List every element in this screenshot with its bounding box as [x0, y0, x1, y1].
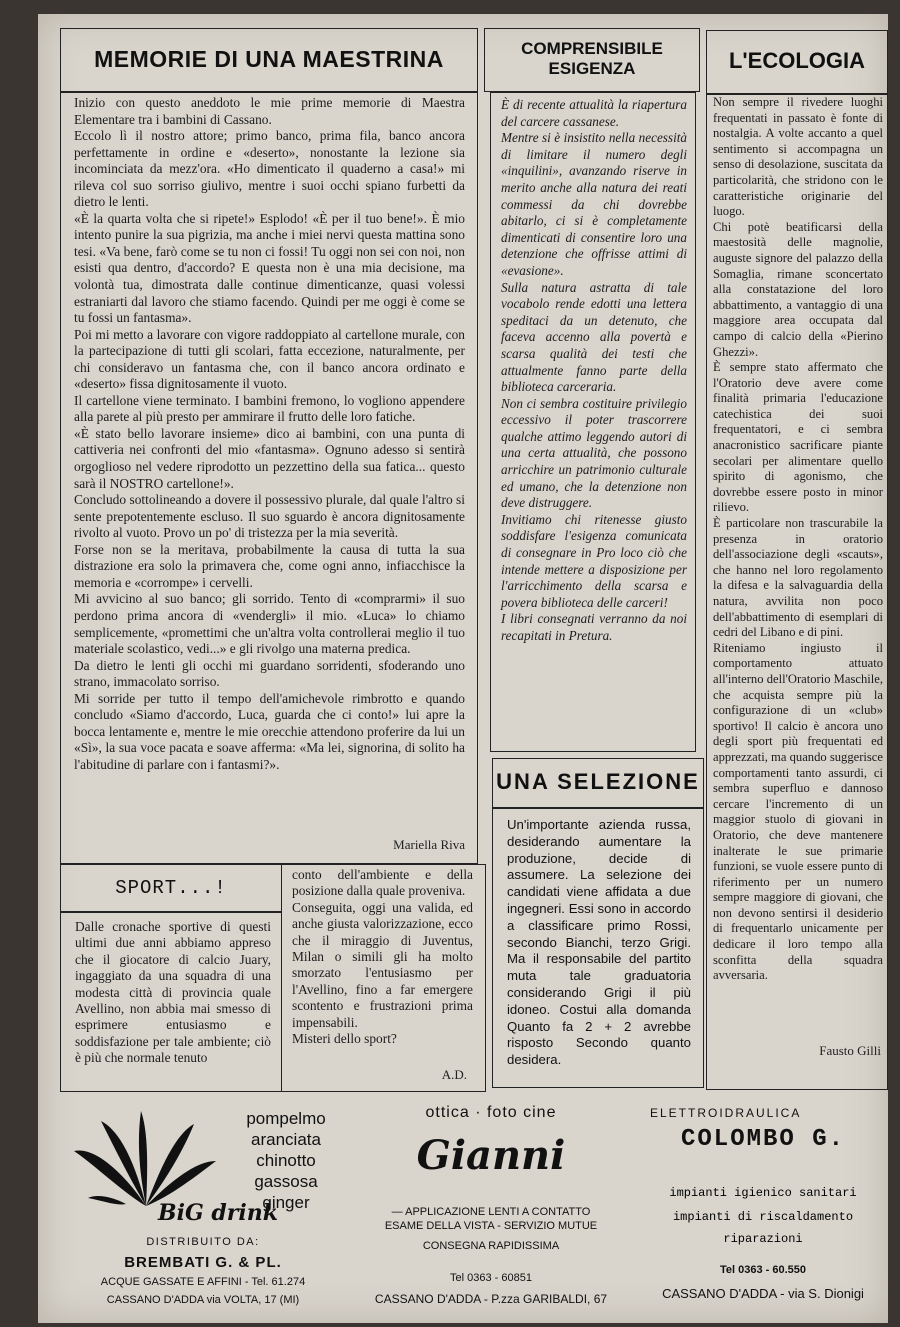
- selezione-article: [492, 808, 704, 1088]
- sport-col1: [60, 912, 282, 1092]
- ecologia-article: [706, 94, 888, 1090]
- paragraph: È sempre stato affermato che l'Oratorio deve avere come finalità primaria l'educazione catechistica dei suoi frequentatori, e ci sembra anacronistico sacrificare piante secolari per alimentare quello spirito di agonismo, che dovrebbe essere posto in minor rilievo.: [713, 360, 883, 515]
- gianni-line3: CONSEGNA RAPIDISSIMA: [422, 1240, 560, 1252]
- paragraph: Invitiamo chi ritenesse giusto soddisfare l'esigenza comunicata di consegnare in Pro loco ciò che intende mettere a disposizione per l'arricchimento della scarsa e povera biblioteca delle carceri!: [501, 511, 687, 610]
- paragraph: Mi avvicino al suo banco; gli sorrido. Tento di «comprarmi» il suo perdono prima ancora di «vendergli» il mio. «Luca» lo chiamo semplicemente, «promettimi che un'altra volta controllerai meglio il tuo materiale scolastico, vedi...» e gli rivolgo una materna predica.: [74, 591, 465, 657]
- paragraph: conto dell'ambiente e della posizione dalla quale proveniva.: [292, 867, 473, 899]
- colombo-tel: Tel 0363 - 60.550: [719, 1264, 807, 1276]
- comprensibile-article: [490, 92, 696, 752]
- selezione-title: UNA SELEZIONE: [496, 769, 700, 794]
- selezione-title-box: [492, 758, 704, 808]
- paragraph: Chi potè beatificarsi della maestosità delle magnolie, auguste signore del palazzo della Somaglia, rimane sconcertato alla constatazione del loro abbattimento, a vantaggio di una maggiore area occupata dal campo di calcio della «Pierino Ghezzi».: [713, 219, 883, 359]
- paragraph: Mentre si è insistito nella necessità di limitare il numero degli «inquilini», avanzando riserve in merito anche alla natura dei reati commessi da chi dovrebbe abitarlo, ci si è completamente dimenticati di consentire loro una detenzione che offrisse attimi di «evasione».: [501, 130, 687, 278]
- memorie-body: [74, 93, 465, 773]
- paragraph: Conseguita, oggi una valida, ed anche giusta valorizzazione, ecco che il miraggio di Juventus, Milan o simili gli ha molto smorzato l'entusiasmo per l'Avellino, fino a far emergere scontento e frustrazioni prima impensabili.: [292, 899, 473, 1030]
- paragraph: Misteri dello sport?: [292, 1031, 397, 1047]
- product-name: aranciata: [251, 1130, 321, 1149]
- sport-text-col2: [292, 867, 473, 1047]
- sport-col2: [282, 864, 486, 1092]
- gianni-tel: Tel 0363 - 60851: [450, 1272, 532, 1284]
- paragraph: È di recente attualità la riapertura del carcere cassanese.: [501, 97, 687, 129]
- paragraph: «È la quarta volta che si ripete!» Esplodo! «È per il tuo bene!». È mio intento punire la sua pigrizia, ma anche i miei nervi questa mattina sono tesi. «Va bene, farò come se tu non ci fossi! Tu oggi non sei con noi, non esisti qua dentro, d'accordo? E questa non è una mia decisione, ma volontà tua, dimostrata dalle continue dimenticanze, quasi volessi estraniarti dal lavoro che stiamo facendo. Quindi per me oggi è come se tu fossi un fantasma».: [74, 210, 465, 326]
- gianni-line1: — APPLICAZIONE LENTI A CONTATTO: [391, 1206, 591, 1218]
- ad-gianni: [348, 1094, 634, 1316]
- sport-signature: A.D.: [441, 1067, 467, 1082]
- product-name: chinotto: [256, 1151, 316, 1170]
- ecologia-title: L'ECOLOGIA: [728, 48, 865, 73]
- paragraph: I libri consegnati verranno da noi recapitati in Pretura.: [501, 611, 687, 643]
- bigdrink-line1: ACQUE GASSATE E AFFINI - Tel. 61.274: [100, 1276, 306, 1288]
- colombo-name: COLOMBO G.: [680, 1126, 846, 1153]
- paragraph: Mi sorride per tutto il tempo dell'amichevole rimbrotto e quando concludo «Siamo d'accordo, Luca, guarda che ci conto!» lui apre la bocca lentamente e, mentre le mie orecchie attendono proferire da lui un «Sì», la sua voce pacata e soave afferma: «Ma lei, signorina, di solito ha l'abitudine di parlare con i fantasmi?».: [74, 690, 465, 772]
- gianni-header: ottica · foto cine: [425, 1104, 557, 1121]
- paragraph: Riteniamo ingiusto il comportamento attuato all'interno dell'Oratorio Maschile, che acquista sempre più la configurazione di un «club» sportivo! Il calcio è ancora uno degli sport più frequentati ed apprezzati, ma quando suggerisce comportamenti tanto assurdi, ci sembra superfluo e dannoso cercare l'incremento di un maggior stuolo di giovani in Oratorio, che deve mantenere inalterate le sue primarie funzioni, se vuole essere punto di riferimento per un numero sempre maggiore di giovani, che non devono sentirsi il desiderio di frequentarlo unicamente per dedicare il loro tempo alla sconfitta della squadra avversaria.: [713, 640, 883, 983]
- gianni-address: CASSANO D'ADDA - P.zza GARIBALDI, 67: [374, 1292, 608, 1306]
- paragraph: Sulla natura astratta di tale vocabolo rende edotti una lettera speditaci da un detenuto, che faceva accenno alla povertà e scarsa qualità dei testi che attualmente fanno parte della biblioteca carceraria.: [501, 279, 687, 395]
- paragraph: Eccolo lì il nostro attore; primo banco, prima fila, banco ancora perfettamente in ordine e «deserto», nonostante la lezione sia incominciata da mezz'ora. «Ho dimenticato il quaderno a casa!» mi rileva col suo sorriso giulivo, mentre i suoi occhi spiano furbetti da dietro le lenti.: [74, 128, 465, 210]
- ad-bigdrink: [60, 1094, 346, 1316]
- colombo-address: CASSANO D'ADDA - via S. Dionigi: [662, 1286, 864, 1301]
- colombo-line1: impianti igienico sanitari: [669, 1186, 857, 1200]
- memorie-article: [60, 92, 478, 864]
- sport-title-box: [60, 864, 282, 912]
- comprensibile-title-box: [484, 28, 700, 92]
- memorie-title: MEMORIE DI UNA MAESTRINA: [94, 46, 444, 72]
- memorie-title-box: [60, 28, 478, 92]
- paragraph: Concludo sottolineando a dovere il possessivo plurale, dal quale l'altro si sente prepotentemente escluso. Il suo sguardo è ancora dignitosamente rivolto al vuoto. Provo un po' di tristezza per la mia severità.: [74, 492, 465, 541]
- paragraph: «È stato bello lavorare insieme» dico ai bambini, con una punta di cattiveria nei confronti del mio «fantasma». Ognuno adesso si sentirà orgoglioso nel vedere riprodotto un pezzettino della sua fatica... questo sarà il NOSTRO cartellone!».: [74, 425, 465, 491]
- product-name: ginger: [262, 1193, 310, 1212]
- paragraph: Non sempre il rivedere luoghi frequentati in passato è fonte di nostalgia. A volte accanto a quel sentimento si accompagna un senso di desolazione, suscitata da particolarità, che stridono con le caratteristiche originarie del luogo.: [713, 95, 883, 219]
- sport-text-col1: Dalle cronache sportive di questi ultimi due anni abbiamo appreso che il giocatore di calcio Juary, ingaggiato da una squadra di una modesta città di provincia quale Avellino, non abbia mai smesso di esprimere entusiasmo e soddisfazione per tale ambiente; ciò è più che normale tenuto: [75, 919, 271, 1066]
- comprensibile-title-line1: COMPRENSIBILE: [521, 39, 663, 58]
- comprensibile-body: [501, 97, 687, 645]
- product-name: gassosa: [254, 1172, 318, 1191]
- bigdrink-distribuito: DISTRIBUITO DA:: [146, 1236, 260, 1248]
- ecologia-body: [713, 95, 883, 984]
- memorie-signature: Mariella Riva: [393, 837, 465, 852]
- bigdrink-products: [232, 1108, 340, 1213]
- paragraph: Il cartellone viene terminato. I bambini fremono, lo vogliono appendere alla parete al più presto per ammirare il frutto delle loro fatiche.: [74, 392, 465, 425]
- ad-colombo: [638, 1094, 888, 1316]
- colombo-line2: impianti di riscaldamento: [672, 1210, 854, 1224]
- paragraph: Da dietro le lenti gli occhi mi guardano sorridenti, sfoderando uno strano, immacolato sorriso.: [74, 657, 465, 690]
- colombo-header: ELETTROIDRAULICA: [650, 1106, 802, 1120]
- comprensibile-title-line2: ESIGENZA: [548, 59, 636, 78]
- gianni-logo: Gianni: [416, 1132, 566, 1179]
- bigdrink-logo: BiG drink: [158, 1200, 278, 1226]
- paragraph: Forse non se la meritava, probabilmente la causa di tutta la sua distrazione era solo la primavera che, come ogni anno, infiacchisce la memoria e «corrompe» i cervelli.: [74, 541, 465, 590]
- ecologia-signature: Fausto Gilli: [819, 1043, 881, 1058]
- bigdrink-line2: CASSANO D'ADDA via VOLTA, 17 (MI): [106, 1294, 300, 1306]
- gianni-line2: ESAME DELLA VISTA - SERVIZIO MUTUE: [384, 1220, 598, 1232]
- colombo-line3: riparazioni: [723, 1232, 803, 1246]
- product-name: pompelmo: [246, 1109, 326, 1128]
- paragraph: Non ci sembra costituire privilegio eccessivo il poter trascorrere qualche attimo leggendo autori di una certa attualità, che possono arricchire un patrimonio culturale ed umano, che la detenzione non deve distruggere.: [501, 395, 687, 511]
- paragraph: Poi mi metto a lavorare con vigore raddoppiato al cartellone murale, con la partecipazione di tutti gli scolari, fatta eccezione, naturalmente, per chi consideravo un fantasma che, con il banco ancora ordinato e «deserto» fissa dignitosamente il vuoto.: [74, 326, 465, 392]
- paragraph: Inizio con questo aneddoto le mie prime memorie di Maestra Elementare tra i bambini di Cassano.: [74, 95, 465, 127]
- sport-title: SPORT...!: [115, 877, 227, 899]
- bigdrink-company: BREMBATI G. & PL.: [124, 1254, 282, 1271]
- paragraph: È particolare non trascurabile la presenza in oratorio dell'associazione degli «scauts», che hanno nel loro regolamento la difesa e la salvaguardia della natura, avvilita non poco dell'abbattimento di esemplari di cedri del Libano e di pini.: [713, 516, 883, 640]
- selezione-body: Un'importante azienda russa, desiderando aumentare la produzione, decide di assumere. La selezione dei candidati viene affidata a due ingegneri. Essi sono in accordo a classificare primo Rossi, secondo Bianchi, terzo Grigi. Ma il responsabile del partito muta tale graduatoria considerando Grigi il più idoneo. Costui alla domanda Quanto fa 2 + 2 avrebbe risposto Secondo quanto desidera.: [507, 817, 691, 1068]
- ecologia-title-box: [706, 30, 888, 94]
